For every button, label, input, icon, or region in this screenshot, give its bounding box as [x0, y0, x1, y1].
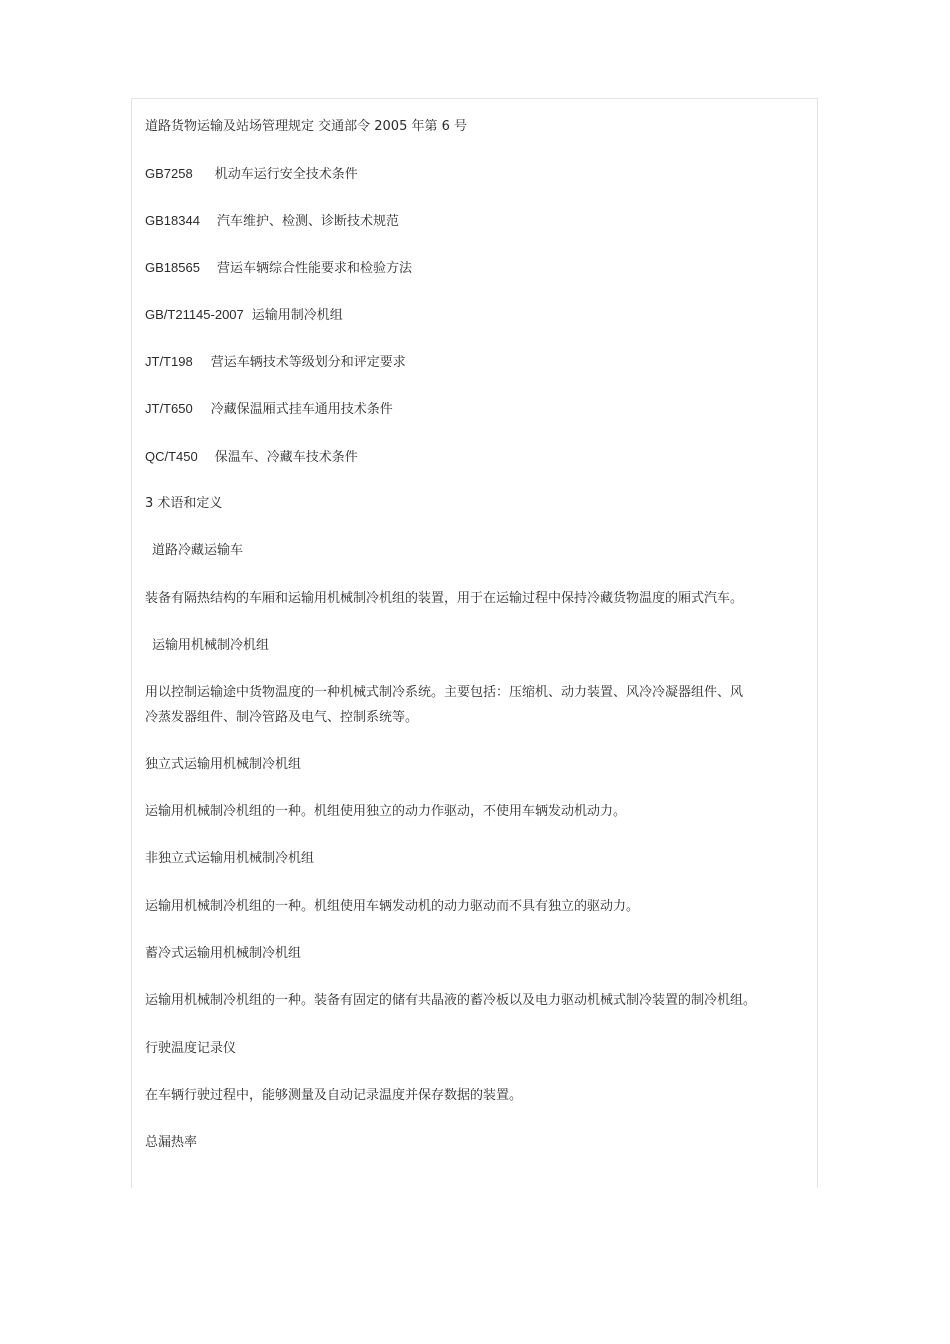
term-definition — [145, 1083, 810, 1109]
term-title — [145, 846, 810, 872]
standard-code: JT/T198 — [145, 354, 193, 369]
standard-item — [145, 255, 810, 282]
term-title — [145, 1036, 810, 1062]
standard-code: QC/T450 — [145, 449, 198, 464]
term-text: 运输用机械制冷机组 — [152, 638, 270, 653]
standard-code: GB7258 — [145, 166, 193, 181]
definition-text: 运输用机械制冷机组的一种。机组使用独立的动力作驱动，不使用车辆发动机动力。 — [145, 804, 627, 819]
standard-title: 运输用制冷机组 — [251, 308, 343, 323]
term-title — [145, 1130, 810, 1156]
term-definition — [145, 799, 810, 825]
term-definition — [145, 894, 810, 920]
section-heading — [145, 491, 810, 517]
definition-text: 运输用机械制冷机组的一种。机组使用车辆发动机的动力驱动而不具有独立的驱动力。 — [145, 899, 640, 914]
standard-code: JT/T650 — [145, 401, 193, 416]
term-text: 独立式运输用机械制冷机组 — [145, 757, 302, 772]
standard-item — [145, 396, 810, 423]
term-definition — [145, 586, 810, 612]
term-text: 非独立式运输用机械制冷机组 — [145, 851, 315, 866]
term-title — [145, 538, 817, 564]
term-text: 蓄冷式运输用机械制冷机组 — [145, 946, 302, 961]
standard-title: 冷藏保温厢式挂车通用技术条件 — [210, 402, 393, 417]
term-definition — [145, 988, 810, 1014]
term-text: 行驶温度记录仪 — [145, 1041, 237, 1056]
standard-title: 保温车、冷藏车技术条件 — [214, 450, 358, 465]
term-text: 总漏热率 — [145, 1135, 198, 1150]
term-definition-continued — [145, 705, 810, 731]
regulation-text: 道路货物运输及站场管理规定 交通部令 2005 年第 6 号 — [145, 119, 468, 134]
standard-title: 营运车辆技术等级划分和评定要求 — [210, 355, 406, 370]
definition-text: 用以控制运输途中货物温度的一种机械式制冷系统。主要包括：压缩机、动力装置、风冷冷凝器组件、风 — [145, 685, 744, 700]
standard-title: 机动车运行安全技术条件 — [214, 167, 358, 182]
standard-item — [145, 349, 810, 376]
standard-code: GB18565 — [145, 260, 200, 275]
regulation-reference — [145, 114, 810, 140]
term-definition — [145, 680, 810, 706]
section-heading-text: 3 术语和定义 — [145, 496, 223, 511]
standard-item — [145, 208, 810, 235]
term-title — [145, 633, 817, 659]
standard-title: 营运车辆综合性能要求和检验方法 — [216, 261, 412, 276]
term-title — [145, 752, 810, 778]
definition-text: 冷蒸发器组件、制冷管路及电气、控制系统等。 — [145, 710, 419, 725]
standard-code: GB/T21145-2007 — [145, 307, 244, 322]
term-title — [145, 941, 810, 967]
standard-item — [145, 302, 810, 329]
standard-title: 汽车维护、检测、诊断技术规范 — [216, 214, 399, 229]
definition-text: 装备有隔热结构的车厢和运输用机械制冷机组的装置，用于在运输过程中保持冷藏货物温度的厢式汽车。 — [145, 591, 744, 606]
definition-text: 在车辆行驶过程中，能够测量及自动记录温度并保存数据的装置。 — [145, 1088, 523, 1103]
standard-code: GB18344 — [145, 213, 200, 228]
definition-text: 运输用机械制冷机组的一种。装备有固定的储有共晶液的蓄冷板以及电力驱动机械式制冷装置的制冷机组。 — [145, 993, 757, 1008]
term-text: 道路冷藏运输车 — [152, 543, 244, 558]
standard-item — [145, 161, 810, 188]
standard-item — [145, 444, 810, 471]
